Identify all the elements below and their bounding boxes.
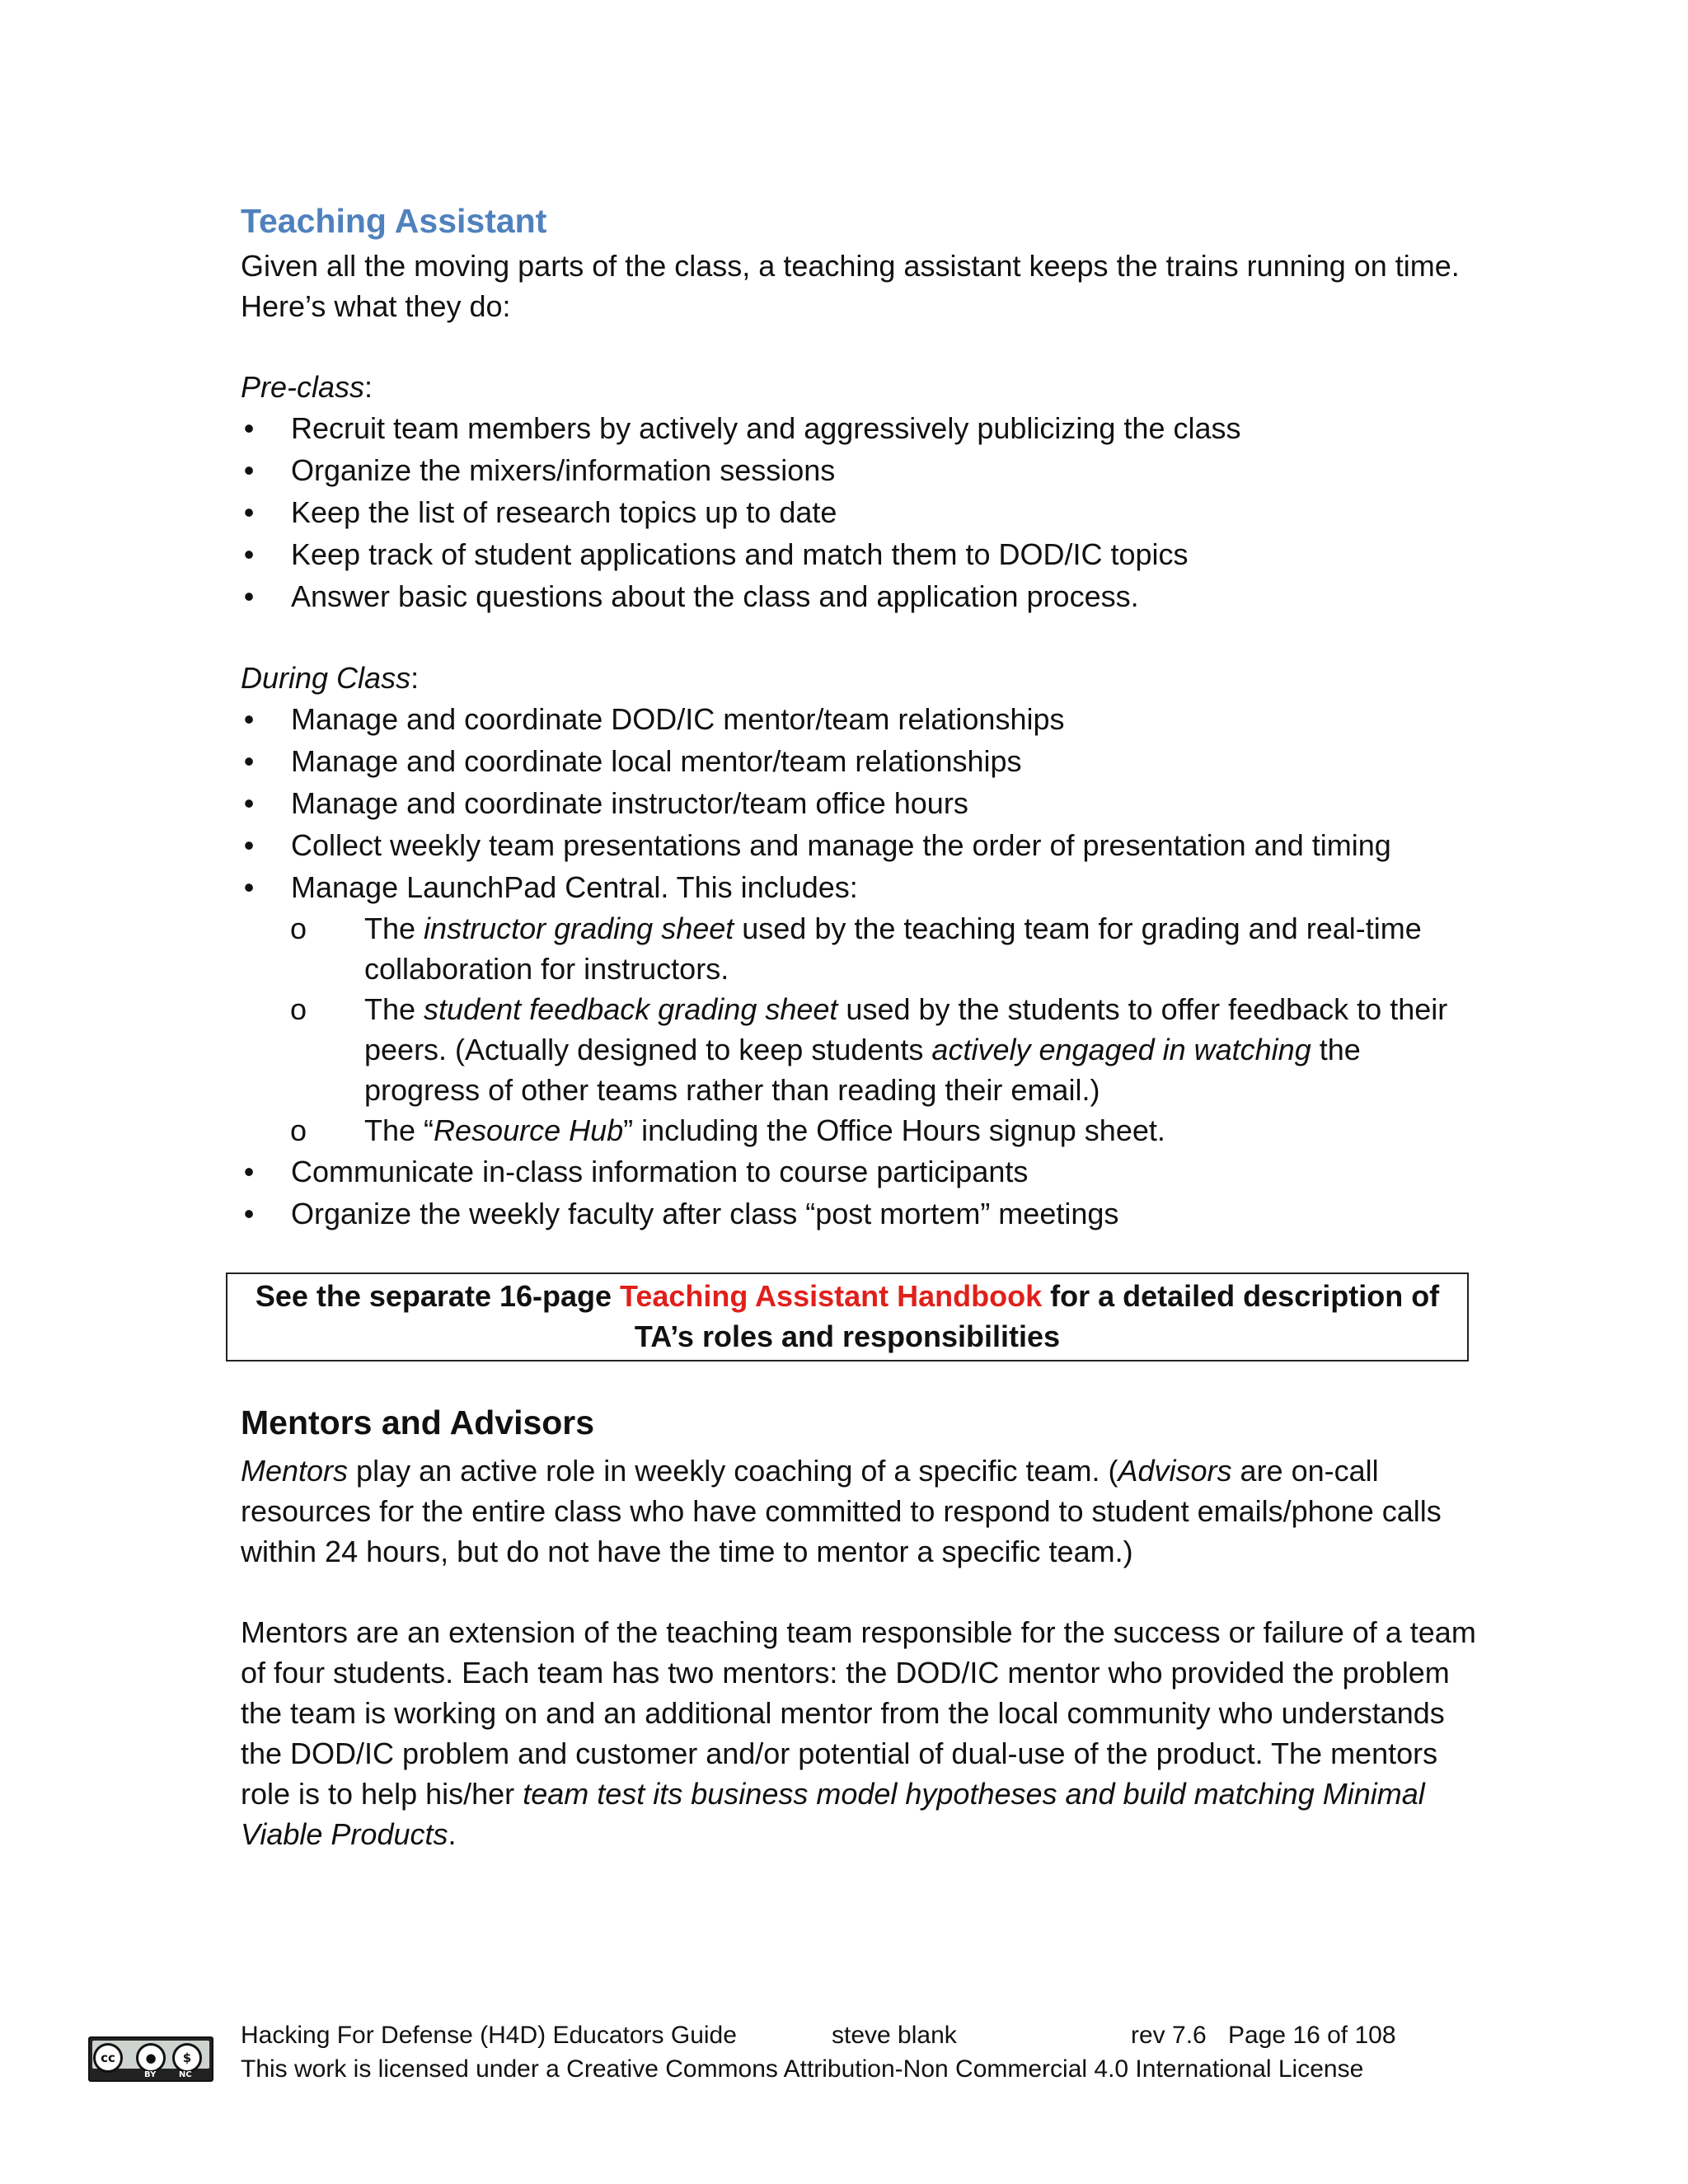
footer-author: steve blank bbox=[832, 2022, 957, 2049]
handbook-link[interactable]: Teaching Assistant Handbook bbox=[620, 1279, 1043, 1313]
list-item: • Organize the mixers/information sessions bbox=[243, 453, 836, 487]
footer-guide-title: Hacking For Defense (H4D) Educators Guide bbox=[241, 2022, 737, 2049]
list-item: • Manage and coordinate local mentor/team relationships bbox=[243, 744, 1022, 778]
during-class-list bbox=[241, 698, 1477, 1235]
during-class-label: During Class: bbox=[241, 661, 420, 695]
section-heading-mentors: Mentors and Advisors bbox=[241, 1404, 595, 1441]
cc-icon: cc bbox=[93, 2043, 123, 2073]
footer-page-number: Page 16 of 108 bbox=[1228, 2022, 1396, 2049]
sublist-item: o The student feedback grading sheet used by the students to offer feedback to their peers. (Actually designed to keep students actively engaged in watching the progress of other teams rather than reading their email.) bbox=[290, 992, 1448, 1107]
cc-license-badge bbox=[88, 2036, 213, 2082]
mentors-paragraph-2: Mentors are an extension of the teaching team responsible for the success or failure of a team of four students. Each team has two mentors: the DOD/IC mentor who provided the problem the team is working on and an additional mentor from the local community who understands the DOD/IC problem and customer and/or potential of dual-use of the product. The mentors role is to help his/her team test its business model hypotheses and build matching Minimal Viable Products. bbox=[241, 1615, 1476, 1851]
handbook-callout-box: See the separate 16-page Teaching Assistant Handbook for a detailed description of TA’s roles and responsibilities bbox=[226, 1272, 1469, 1361]
launchpad-sublist bbox=[241, 908, 1477, 1151]
list-item: • Organize the weekly faculty after class “post mortem” meetings bbox=[243, 1197, 1119, 1230]
noncommercial-icon: $ bbox=[172, 2043, 202, 2073]
badge-nc-label: NC bbox=[179, 2070, 192, 2079]
list-item: • Keep the list of research topics up to date bbox=[243, 495, 837, 529]
preclass-list bbox=[241, 407, 1477, 617]
badge-by-label: BY bbox=[144, 2070, 157, 2079]
mentors-paragraph-1: Mentors play an active role in weekly coaching of a specific team. (Advisors are on-call resources for the entire class who have committed to respond to student emails/phone calls within 24 hours, but do not have the time to mentor a specific team.) bbox=[241, 1454, 1442, 1568]
list-item: • Manage and coordinate DOD/IC mentor/team relationships bbox=[243, 702, 1065, 736]
ta-intro-paragraph: Given all the moving parts of the class, a teaching assistant keeps the trains running on time. Here’s what they do: bbox=[241, 249, 1460, 323]
sublist-item: o The “Resource Hub” including the Office Hours signup sheet. bbox=[290, 1113, 1165, 1147]
list-item: • Answer basic questions about the class and application process. bbox=[243, 579, 1139, 613]
page-content bbox=[241, 196, 1477, 1854]
list-item: • Recruit team members by actively and aggressively publicizing the class bbox=[243, 411, 1241, 445]
sublist-item: o The instructor grading sheet used by the teaching team for grading and real-time collaboration for instructors. bbox=[290, 912, 1422, 986]
section-heading-teaching-assistant: Teaching Assistant bbox=[241, 202, 547, 240]
list-item: • Collect weekly team presentations and manage the order of presentation and timing bbox=[243, 828, 1391, 862]
footer-license-text: This work is licensed under a Creative Commons Attribution-Non Commercial 4.0 International License bbox=[241, 2055, 1364, 2083]
page-footer bbox=[241, 2018, 1396, 2086]
list-item: • Keep track of student applications and match them to DOD/IC topics bbox=[243, 537, 1189, 571]
list-item: • Communicate in-class information to course participants bbox=[243, 1155, 1029, 1188]
attribution-icon: ● bbox=[136, 2043, 166, 2073]
preclass-label: Pre-class: bbox=[241, 370, 373, 404]
list-item: • Manage LaunchPad Central. This includes: o The instructor grading sheet used by the teaching team for grading and real-time collaboration for instructors. o The student feedback grading sheet used by the students to offer feedback to their peers. (Actually designed to keep students actively engaged in watching the progress of other teams rather than reading their email.) o The “Resource Hub” including the Office Hours signup sheet. bbox=[241, 866, 1477, 1151]
footer-revision: rev 7.6 bbox=[1131, 2022, 1207, 2049]
list-item: • Manage and coordinate instructor/team office hours bbox=[243, 786, 968, 820]
